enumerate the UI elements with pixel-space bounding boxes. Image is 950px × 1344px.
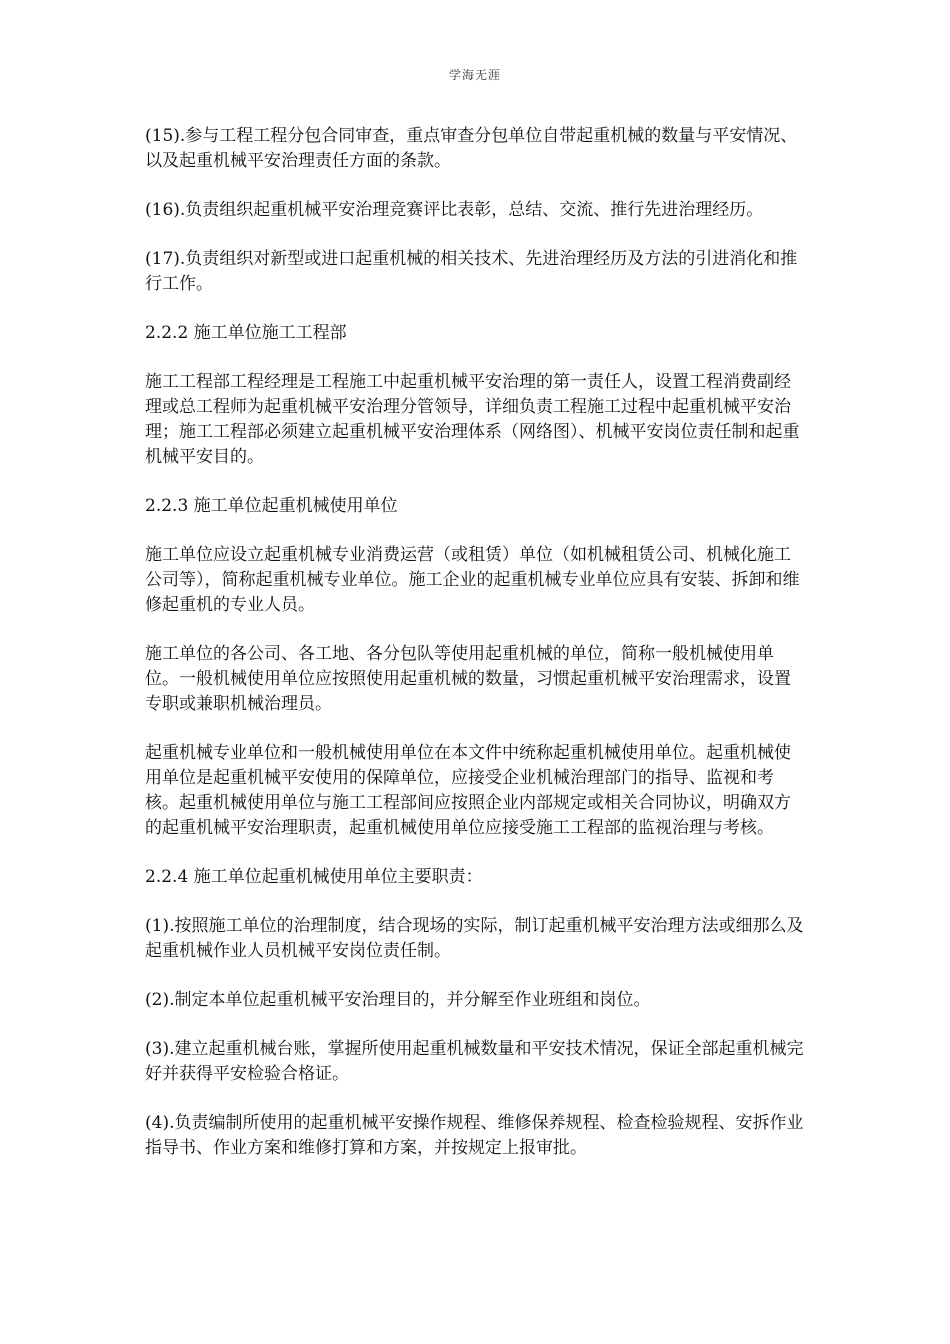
paragraph-item-3: (3).建立起重机械台账，掌握所使用起重机械数量和平安技术情况，保证全部起重机械完好并获得平安检验合格证。 bbox=[145, 1039, 804, 1084]
paragraph-item-17: (17).负责组织对新型或进口起重机械的相关技术、先进治理经历及方法的引进消化和推行工作。 bbox=[145, 249, 798, 294]
paragraph-item-4: (4).负责编制所使用的起重机械平安操作规程、维修保养规程、检查检验规程、安拆作业指导书、作业方案和维修打算和方案，并按规定上报审批。 bbox=[145, 1113, 804, 1158]
section-heading-2-2-3: 2.2.3 施工单位起重机械使用单位 bbox=[145, 496, 398, 516]
section-heading-2-2-2: 2.2.2 施工单位施工工程部 bbox=[145, 323, 347, 343]
paragraph-usage-unit: 起重机械专业单位和一般机械使用单位在本文件中统称起重机械使用单位。起重机械使用单位是起重机械平安使用的保障单位，应接受企业机械治理部门的指导、监视和考核。起重机械使用单位与施工工程部间应按照企业内部规定或相关合同协议，明确双方的起重机械平安治理职责，起重机械使用单位应接受施工工程部的监视治理与考核。 bbox=[145, 743, 791, 838]
section-heading-2-2-4: 2.2.4 施工单位起重机械使用单位主要职责： bbox=[145, 867, 483, 887]
paragraph-item-1: (1).按照施工单位的治理制度，结合现场的实际，制订起重机械平安治理方法或细那么及起重机械作业人员机械平安岗位责任制。 bbox=[145, 916, 804, 961]
page-header: 学海无涯 bbox=[448, 68, 501, 82]
paragraph-general-unit: 施工单位的各公司、各工地、各分包队等使用起重机械的单位，简称一般机械使用单位。一般机械使用单位应按照使用起重机械的数量，习惯起重机械平安治理需求，设置专职或兼职机械治理员。 bbox=[145, 644, 791, 714]
paragraph-item-16: (16).负责组织起重机械平安治理竞赛评比表彰，总结、交流、推行先进治理经历。 bbox=[145, 200, 764, 220]
paragraph-project-department: 施工工程部工程经理是工程施工中起重机械平安治理的第一责任人，设置工程消费副经理或总工程师为起重机械平安治理分管领导，详细负责工程施工过程中起重机械平安治理；施工工程部必须建立起重机械平安治理体系（网络图）、机械平安岗位责任制和起重机械平安目的。 bbox=[145, 372, 800, 467]
paragraph-item-15: (15).参与工程工程分包合同审查，重点审查分包单位自带起重机械的数量与平安情况、以及起重机械平安治理责任方面的条款。 bbox=[145, 126, 798, 171]
paragraph-professional-unit: 施工单位应设立起重机械专业消费运营（或租赁）单位（如机械租赁公司、机械化施工公司等），简称起重机械专业单位。施工企业的起重机械专业单位应具有安装、拆卸和维修起重机的专业人员。 bbox=[145, 545, 800, 615]
document-body bbox=[145, 124, 807, 1185]
paragraph-item-2: (2).制定本单位起重机械平安治理目的，并分解至作业班组和岗位。 bbox=[145, 990, 651, 1010]
